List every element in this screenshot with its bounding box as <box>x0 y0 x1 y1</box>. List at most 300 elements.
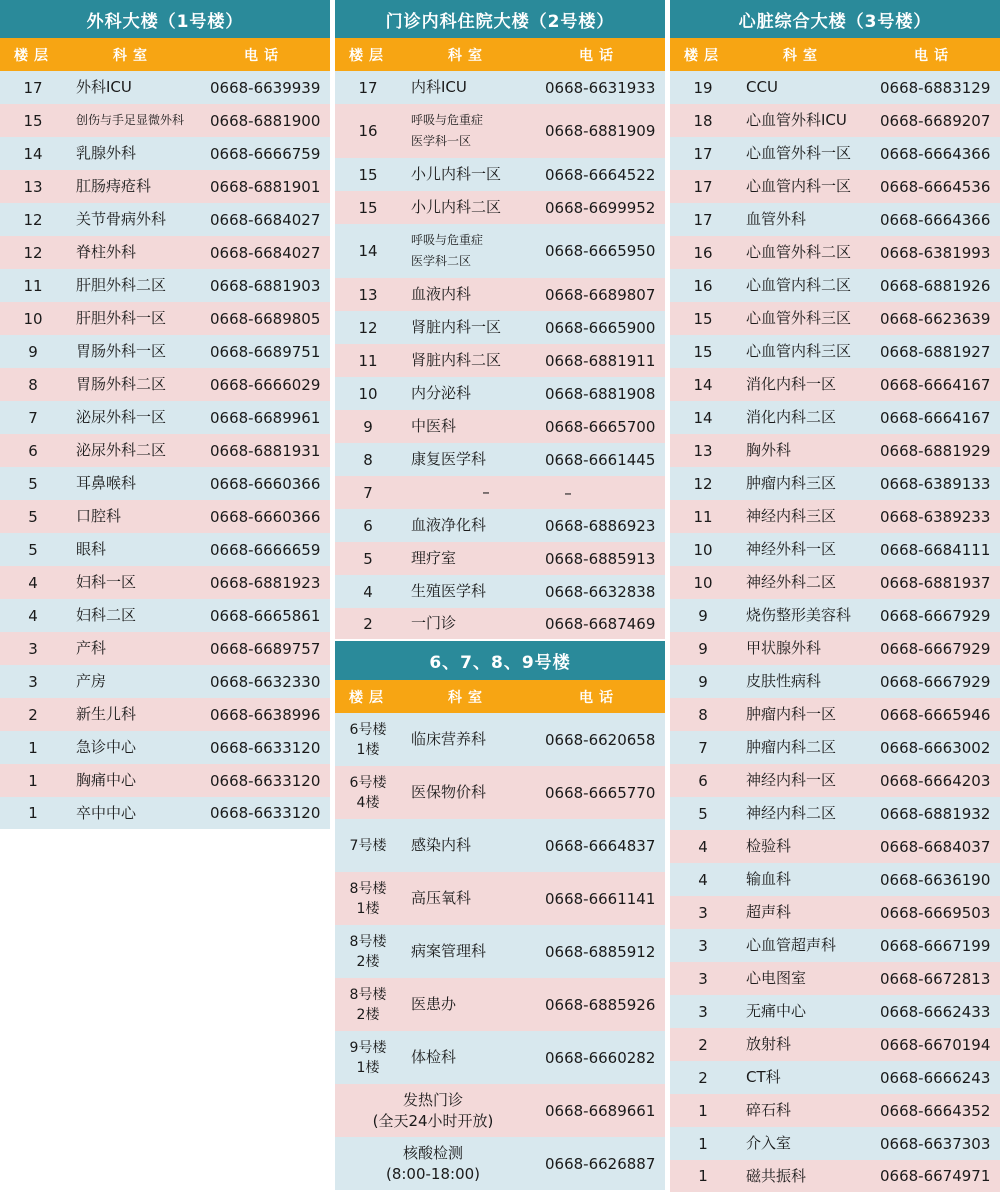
table-row <box>335 443 665 476</box>
floor-cell: 10 <box>693 540 713 559</box>
phone-cell: 0668-6689661 <box>545 1101 656 1120</box>
floor-cell: 2 <box>363 614 373 633</box>
floor-cell: 17 <box>358 78 378 97</box>
table-row <box>335 311 665 344</box>
table-row <box>0 401 330 434</box>
floor-cell: 3 <box>28 672 38 691</box>
dept-cell: 呼吸与危重症 医学科二区 <box>411 233 484 268</box>
phone-cell: 0668-6664536 <box>880 177 991 196</box>
dept-cell: 医保物价科 <box>411 783 487 801</box>
table-row <box>670 764 1000 797</box>
floor-cell: 12 <box>693 474 713 493</box>
building3-rows <box>670 71 1000 1192</box>
floor-cell: 8 <box>28 375 38 394</box>
building1-title: 外科大楼（1号楼） <box>0 0 330 38</box>
phone-cell: 0668-6687469 <box>545 614 656 633</box>
floor-cell: 15 <box>358 198 378 217</box>
phone-cell: 0668-6389133 <box>880 474 991 493</box>
dept-cell: 妇科一区 <box>76 573 137 591</box>
table-row <box>335 925 665 978</box>
phone-cell: 0668-6666659 <box>210 540 321 559</box>
floor-cell: 16 <box>693 276 713 295</box>
building3-header <box>670 38 1000 71</box>
header-dept: 科室 <box>448 47 488 64</box>
table-row <box>670 863 1000 896</box>
table-row <box>670 698 1000 731</box>
dept-cell: 神经外科一区 <box>746 540 837 558</box>
phone-cell: 0668-6662433 <box>880 1002 991 1021</box>
dept-cell: 甲状腺外科 <box>746 639 822 657</box>
phone-cell: 0668-6633120 <box>210 738 321 757</box>
floor-cell: 8 <box>363 450 373 469</box>
floor-cell: 7 <box>363 483 373 502</box>
floor-cell: 9 <box>363 417 373 436</box>
phone-cell: 0668-6684111 <box>880 540 991 559</box>
floor-cell: 16 <box>358 122 378 140</box>
phone-cell: 0668-6633120 <box>210 771 321 790</box>
table-row <box>0 269 330 302</box>
table-row <box>0 500 330 533</box>
dept-cell: 超声科 <box>746 903 792 921</box>
phone-cell: 0668-6661141 <box>545 889 656 908</box>
dept-cell: 肿瘤内科三区 <box>746 474 837 492</box>
dept-cell: 血液内科 <box>411 285 472 303</box>
table-row <box>670 71 1000 104</box>
header-dept: 科室 <box>113 47 153 64</box>
dept-cell: CT科 <box>746 1068 781 1086</box>
floor-cell: 5 <box>363 549 373 568</box>
table-row <box>335 542 665 575</box>
floor-cell: 7 <box>698 738 708 757</box>
dept-cell: 小儿内科一区 <box>411 165 502 183</box>
dept-cell: 康复医学科 <box>411 450 487 468</box>
phone-cell: 0668-6636190 <box>880 870 991 889</box>
phone-cell: 0668-6881931 <box>210 441 321 460</box>
dept-cell: 磁共振科 <box>746 1166 807 1185</box>
phone-cell: 0668-6666029 <box>210 375 321 394</box>
floor-cell: 6号楼 4楼 <box>349 774 387 811</box>
phone-cell: 0668-6626887 <box>545 1154 656 1173</box>
floor-cell: 17 <box>693 210 713 229</box>
table-row <box>670 1061 1000 1094</box>
dept-cell: 耳鼻喉科 <box>76 474 137 492</box>
floor-cell: 15 <box>693 309 713 328</box>
dept-cell: 口腔科 <box>76 507 122 525</box>
table-row <box>0 533 330 566</box>
table-row <box>670 830 1000 863</box>
phone-cell: 0668-6665770 <box>545 783 656 802</box>
floor-cell: 4 <box>698 870 708 889</box>
dept-cell: 内科ICU <box>411 78 467 96</box>
table-row <box>0 434 330 467</box>
phone-cell: 0668-6672813 <box>880 969 991 988</box>
phone-cell: 0668-6689751 <box>210 342 321 361</box>
table-row <box>670 995 1000 1028</box>
floor-cell: 5 <box>28 540 38 559</box>
table-row <box>335 1084 665 1137</box>
table-row <box>670 170 1000 203</box>
dept-cell: 心血管外科二区 <box>746 243 852 261</box>
table-row <box>670 896 1000 929</box>
floor-cell: 14 <box>358 242 378 260</box>
floor-cell: 9 <box>698 606 708 625</box>
dept-cell: 心血管内科二区 <box>746 276 852 294</box>
floor-cell: 17 <box>693 177 713 196</box>
floor-cell: 11 <box>693 507 713 526</box>
dept-cell: 消化内科一区 <box>746 375 837 393</box>
phone-cell: 0668-6639939 <box>210 78 321 97</box>
phone-cell: 0668-6881911 <box>545 351 656 370</box>
dept-cell: 呼吸与危重症 医学科一区 <box>411 113 484 148</box>
table-row <box>0 203 330 236</box>
dept-cell: 心血管外科一区 <box>746 144 852 162</box>
dept-cell: 放射科 <box>746 1035 792 1053</box>
phone-cell: 0668-6665900 <box>545 318 656 337</box>
dept-cell: 中医科 <box>411 417 457 435</box>
building2-header <box>335 38 665 71</box>
phone-cell: 0668-6689805 <box>210 309 321 328</box>
dept-cell: 一门诊 <box>411 614 457 632</box>
dept-cell: 输血科 <box>746 870 792 888</box>
floor-cell: 3 <box>28 639 38 658</box>
building2-rows <box>335 71 665 639</box>
dept-cell: 心血管内科一区 <box>746 177 852 195</box>
phone-cell: 0668-6667929 <box>880 639 991 658</box>
phone-cell: 0668-6664366 <box>880 210 991 229</box>
table-row <box>335 819 665 872</box>
dept-cell: 乳腺外科 <box>76 144 137 162</box>
phone-cell: 0668-6684027 <box>210 210 321 229</box>
phone-cell: 0668-6883129 <box>880 78 991 97</box>
dept-cell: 生殖医学科 <box>411 582 487 600</box>
dept-cell: 血液净化科 <box>411 516 487 534</box>
phone-cell: 0668-6667929 <box>880 672 991 691</box>
dept-cell: 泌尿外科一区 <box>76 408 167 426</box>
phone-cell: 0668-6885913 <box>545 549 656 568</box>
phone-cell: 0668-6689757 <box>210 639 321 658</box>
floor-cell: 10 <box>693 573 713 592</box>
dept-cell: 消化内科二区 <box>746 408 837 426</box>
floor-cell: 7号楼 <box>349 837 387 854</box>
table-row <box>670 1160 1000 1192</box>
building69-rows <box>335 713 665 1190</box>
table-row <box>335 509 665 542</box>
building2-title: 门诊内科住院大楼（2号楼） <box>335 0 665 38</box>
table-row <box>335 191 665 224</box>
building3-panel <box>670 0 1000 1192</box>
dept-cell: 产房 <box>76 672 107 690</box>
dept-cell: 病案管理科 <box>411 942 487 960</box>
dept-cell: 理疗室 <box>411 549 457 567</box>
table-row <box>335 608 665 639</box>
table-row <box>670 1094 1000 1127</box>
table-row <box>335 1031 665 1084</box>
phone-cell: 0668-6633120 <box>210 804 321 822</box>
phone-cell: 0668-6665700 <box>545 417 656 436</box>
header-floor: 楼层 <box>684 47 724 64</box>
floor-cell: 9 <box>698 639 708 658</box>
dept-cell: 小儿内科二区 <box>411 198 502 216</box>
table-row <box>335 224 665 278</box>
phone-cell: 0668-6665861 <box>210 606 321 625</box>
dept-cell: CCU <box>746 78 778 96</box>
table-row <box>670 203 1000 236</box>
table-row <box>0 764 330 797</box>
dept-cell: 内分泌科 <box>411 384 472 402</box>
phone-cell: 0668-6665946 <box>880 705 991 724</box>
table-row <box>670 797 1000 830</box>
phone-cell: 0668-6667199 <box>880 936 991 955</box>
phone-cell: 0668-6881901 <box>210 177 321 196</box>
phone-cell: 0668-6664522 <box>545 165 656 184</box>
table-row <box>670 632 1000 665</box>
phone-cell: 0668-6667929 <box>880 606 991 625</box>
table-row <box>670 731 1000 764</box>
dept-cell: 肾脏内科一区 <box>411 318 502 336</box>
floor-cell: 1 <box>698 1134 708 1153</box>
table-row <box>0 632 330 665</box>
phone-cell: 0668-6881927 <box>880 342 991 361</box>
table-row <box>335 766 665 819</box>
dept-cell: 临床营养科 <box>411 730 487 748</box>
floor-cell: 13 <box>693 441 713 460</box>
phone-cell: 0668-6666243 <box>880 1068 991 1087</box>
floor-cell: 1 <box>28 738 38 757</box>
floor-cell: 18 <box>693 111 713 130</box>
phone-cell: 0668-6886923 <box>545 516 656 535</box>
header-floor: 楼层 <box>349 689 389 706</box>
floor-cell: 3 <box>698 903 708 922</box>
building69-header <box>335 680 665 713</box>
dept-cell: 肾脏内科二区 <box>411 351 502 369</box>
phone-cell: 0668-6660366 <box>210 507 321 526</box>
dept-cell: – <box>482 483 490 501</box>
table-row <box>0 302 330 335</box>
floor-cell: 2 <box>698 1068 708 1087</box>
building1-rows <box>0 71 330 829</box>
floor-cell: 5 <box>698 804 708 823</box>
phone-cell: 0668-6389233 <box>880 507 991 526</box>
floor-cell: 10 <box>23 309 43 328</box>
floor-cell: 15 <box>358 165 378 184</box>
table-row <box>670 368 1000 401</box>
dept-cell: 胃肠外科一区 <box>76 342 167 360</box>
floor-cell: 14 <box>693 375 713 394</box>
dept-cell: 碎石科 <box>746 1101 792 1119</box>
phone-cell: – <box>564 483 572 502</box>
table-row <box>0 731 330 764</box>
table-row <box>335 278 665 311</box>
table-row <box>0 467 330 500</box>
phone-cell: 0668-6684027 <box>210 243 321 262</box>
dept-cell: 高压氧科 <box>411 889 472 907</box>
table-row <box>670 467 1000 500</box>
floor-cell: 13 <box>23 177 43 196</box>
floor-cell: 13 <box>358 285 378 304</box>
header-phone: 电话 <box>579 47 619 64</box>
floor-cell: 15 <box>693 342 713 361</box>
dept-cell: 肝胆外科二区 <box>76 276 167 294</box>
table-row <box>670 434 1000 467</box>
table-row <box>335 1137 665 1190</box>
table-row <box>335 713 665 766</box>
phone-cell: 0668-6881908 <box>545 384 656 403</box>
table-row <box>670 1028 1000 1061</box>
header-floor: 楼层 <box>349 47 389 64</box>
header-floor: 楼层 <box>14 47 54 64</box>
dept-cell: 心血管外科ICU <box>746 111 847 129</box>
table-row <box>335 71 665 104</box>
header-dept: 科室 <box>783 47 823 64</box>
table-row <box>0 797 330 829</box>
floor-cell: 12 <box>23 210 43 229</box>
floor-cell: 4 <box>698 837 708 856</box>
phone-cell: 0668-6684037 <box>880 837 991 856</box>
phone-cell: 0668-6665950 <box>545 242 656 260</box>
table-row <box>670 269 1000 302</box>
floor-cell: 9 <box>698 672 708 691</box>
floor-cell: 12 <box>23 243 43 262</box>
dept-cell: 妇科二区 <box>76 606 137 624</box>
table-row <box>0 698 330 731</box>
dept-cell: 关节骨病外科 <box>76 210 167 228</box>
phone-cell: 0668-6881900 <box>210 111 321 130</box>
table-row <box>0 236 330 269</box>
floor-cell: 17 <box>693 144 713 163</box>
floor-cell: 4 <box>28 573 38 592</box>
dept-cell: 神经内科三区 <box>746 507 837 525</box>
phone-cell: 0668-6638996 <box>210 705 321 724</box>
floor-cell: 15 <box>23 111 43 130</box>
floor-cell: 11 <box>358 351 378 370</box>
table-row <box>670 500 1000 533</box>
floor-cell: 6号楼 1楼 <box>349 721 387 758</box>
floor-cell: 1 <box>28 771 38 790</box>
floor-cell: 14 <box>23 144 43 163</box>
phone-cell: 0668-6881903 <box>210 276 321 295</box>
dept-cell: 神经内科二区 <box>746 804 837 822</box>
dept-cell: 检验科 <box>746 837 792 855</box>
dept-cell: 胸外科 <box>746 441 792 459</box>
dept-cell: 心血管内科三区 <box>746 342 852 360</box>
table-row <box>670 137 1000 170</box>
header-phone: 电话 <box>244 47 284 64</box>
table-row <box>335 344 665 377</box>
table-row <box>670 929 1000 962</box>
phone-cell: 0668-6881932 <box>880 804 991 823</box>
building69-panel <box>335 641 665 1190</box>
table-row <box>670 401 1000 434</box>
table-row <box>670 335 1000 368</box>
dept-cell: 烧伤整形美容科 <box>746 606 852 624</box>
floor-cell: 3 <box>698 969 708 988</box>
floor-cell: 3 <box>698 936 708 955</box>
floor-cell: 3 <box>698 1002 708 1021</box>
phone-cell: 0668-6881926 <box>880 276 991 295</box>
dept-cell: 皮肤性病科 <box>746 672 822 690</box>
table-row <box>335 410 665 443</box>
phone-cell: 0668-6699952 <box>545 198 656 217</box>
phone-cell: 0668-6881937 <box>880 573 991 592</box>
floor-cell: 4 <box>363 582 373 601</box>
phone-cell: 0668-6885926 <box>545 995 656 1014</box>
floor-cell: 17 <box>23 78 43 97</box>
dept-cell: 创伤与手足显微外科 <box>76 113 185 127</box>
floor-cell: 8号楼 1楼 <box>349 880 387 917</box>
table-row <box>670 302 1000 335</box>
phone-cell: 0668-6664352 <box>880 1101 991 1120</box>
phone-cell: 0668-6689961 <box>210 408 321 427</box>
table-row <box>335 377 665 410</box>
phone-cell: 0668-6660366 <box>210 474 321 493</box>
table-row <box>670 104 1000 137</box>
phone-cell: 0668-6620658 <box>545 730 656 749</box>
dept-cell: 肝胆外科一区 <box>76 309 167 327</box>
floor-cell: 11 <box>23 276 43 295</box>
building2-panel <box>335 0 665 639</box>
table-row <box>0 137 330 170</box>
header-phone: 电话 <box>914 47 954 64</box>
dept-cell: 无痛中心 <box>746 1002 807 1020</box>
phone-cell: 0668-6623639 <box>880 309 991 328</box>
phone-cell: 0668-6664167 <box>880 375 991 394</box>
dept-cell: 胸痛中心 <box>76 771 137 789</box>
phone-cell: 0668-6664837 <box>545 836 656 855</box>
table-row <box>670 665 1000 698</box>
building3-title: 心脏综合大楼（3号楼） <box>670 0 1000 38</box>
header-dept: 科室 <box>448 689 488 706</box>
dept-cell: 医患办 <box>411 995 457 1013</box>
phone-cell: 0668-6660282 <box>545 1048 656 1067</box>
table-row <box>670 236 1000 269</box>
phone-cell: 0668-6631933 <box>545 78 656 97</box>
phone-cell: 0668-6637303 <box>880 1134 991 1153</box>
table-row <box>335 872 665 925</box>
table-row <box>670 566 1000 599</box>
dept-cell: 神经内科一区 <box>746 771 837 789</box>
dept-cell: 介入室 <box>746 1134 792 1152</box>
phone-cell: 0668-6885912 <box>545 942 656 961</box>
floor-cell: 8 <box>698 705 708 724</box>
dept-cell: 肿瘤内科二区 <box>746 738 837 756</box>
phone-cell: 0668-6663002 <box>880 738 991 757</box>
building1-header <box>0 38 330 71</box>
table-row <box>335 158 665 191</box>
phone-cell: 0668-6674971 <box>880 1167 991 1185</box>
floor-cell: 1 <box>698 1167 708 1185</box>
phone-cell: 0668-6689807 <box>545 285 656 304</box>
table-row <box>0 335 330 368</box>
floor-cell: 6 <box>28 441 38 460</box>
floor-cell: 5 <box>28 507 38 526</box>
dept-cell: 心电图室 <box>746 969 807 987</box>
dept-cell: 产科 <box>76 639 107 657</box>
phone-cell: 0668-6664167 <box>880 408 991 427</box>
table-row <box>0 368 330 401</box>
table-row <box>0 104 330 137</box>
phone-cell: 0668-6670194 <box>880 1035 991 1054</box>
dept-cell: 核酸检测 (8:00-18:00) <box>385 1143 481 1183</box>
phone-cell: 0668-6689207 <box>880 111 991 130</box>
floor-cell: 4 <box>28 606 38 625</box>
table-row <box>335 978 665 1031</box>
phone-cell: 0668-6664366 <box>880 144 991 163</box>
floor-cell: 16 <box>693 243 713 262</box>
dept-cell: 外科ICU <box>76 78 132 96</box>
floor-cell: 9 <box>28 342 38 361</box>
dept-cell: 心血管外科三区 <box>746 309 852 327</box>
dept-cell: 眼科 <box>76 540 107 558</box>
